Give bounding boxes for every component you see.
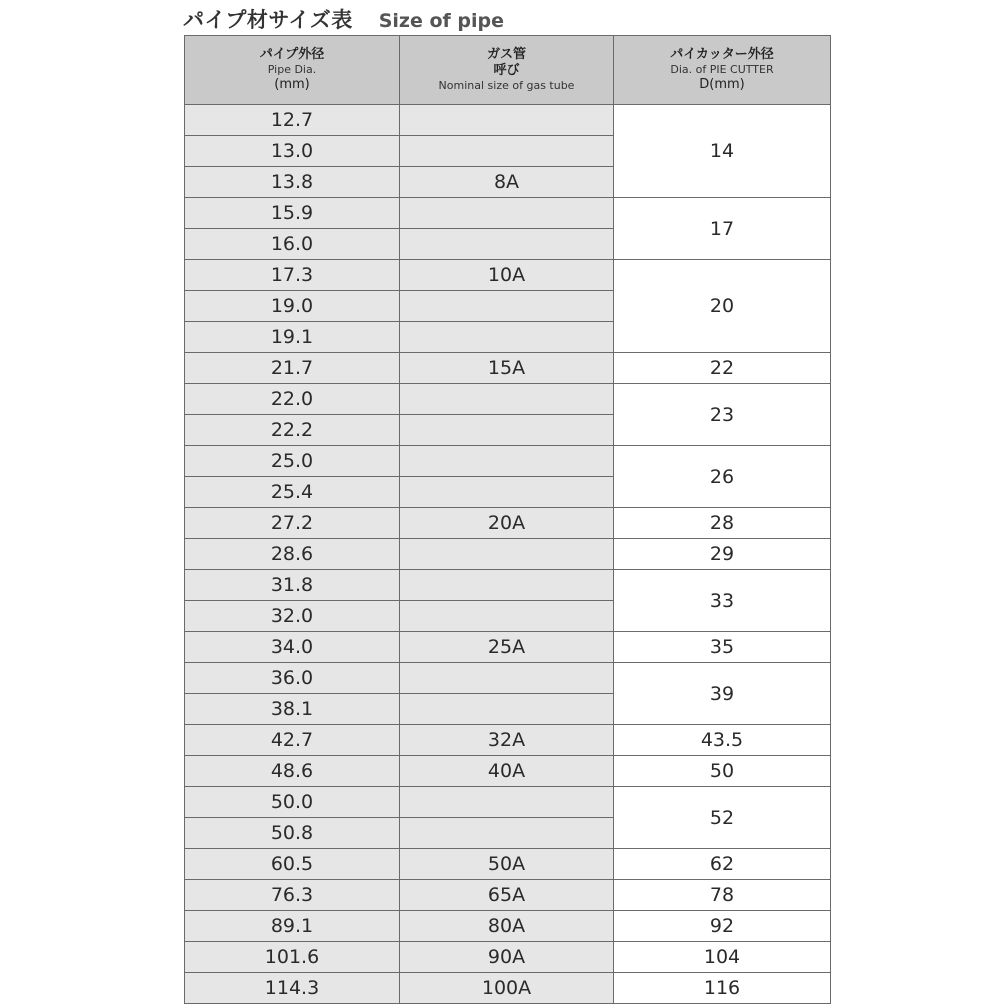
table-row [185, 725, 831, 756]
gas-tube-cell: 15A [400, 353, 614, 384]
pipe-dia-cell: 19.1 [185, 322, 400, 353]
pipe-dia-cell: 25.0 [185, 446, 400, 477]
table-row [185, 849, 831, 880]
pipe-dia-cell: 42.7 [185, 725, 400, 756]
header-gas-jp: ガス管 [486, 47, 526, 62]
pipe-dia-cell: 13.8 [185, 167, 400, 198]
cutter-dia-cell: 26 [614, 446, 831, 508]
header-cutter-en: Dia. of PIE CUTTER [670, 63, 774, 76]
pipe-dia-cell: 22.2 [185, 415, 400, 446]
pipe-dia-cell: 16.0 [185, 229, 400, 260]
cutter-dia-cell: 17 [614, 198, 831, 260]
gas-tube-cell [400, 601, 614, 632]
title-japanese: パイプ材サイズ表 [183, 8, 353, 32]
cutter-dia-cell: 43.5 [614, 725, 831, 756]
table-row [185, 384, 831, 415]
gas-tube-cell [400, 477, 614, 508]
gas-tube-cell [400, 446, 614, 477]
header-cutter-unit: D(mm) [699, 77, 745, 92]
pipe-dia-cell: 89.1 [185, 911, 400, 942]
cutter-dia-cell: 78 [614, 880, 831, 911]
pipe-dia-cell: 12.7 [185, 105, 400, 136]
header-pipe-unit: (mm) [274, 77, 310, 92]
header-pipe-dia [185, 36, 400, 105]
pipe-dia-cell: 19.0 [185, 291, 400, 322]
header-cutter-jp: パイカッター外径 [670, 47, 774, 62]
gas-tube-cell [400, 291, 614, 322]
gas-tube-cell: 10A [400, 260, 614, 291]
pipe-size-table [184, 35, 831, 1004]
header-gas-jp2: 呼び [493, 63, 520, 78]
cutter-dia-cell: 92 [614, 911, 831, 942]
gas-tube-cell [400, 415, 614, 446]
pipe-dia-cell: 50.8 [185, 818, 400, 849]
pipe-dia-cell: 76.3 [185, 880, 400, 911]
gas-tube-cell [400, 384, 614, 415]
table-row [185, 973, 831, 1004]
pipe-dia-cell: 28.6 [185, 539, 400, 570]
header-cutter-dia [614, 36, 831, 105]
table-row [185, 353, 831, 384]
gas-tube-cell: 50A [400, 849, 614, 880]
header-pipe-en: Pipe Dia. [267, 63, 317, 76]
table-row [185, 508, 831, 539]
cutter-dia-cell: 39 [614, 663, 831, 725]
gas-tube-cell [400, 539, 614, 570]
gas-tube-cell: 32A [400, 725, 614, 756]
pipe-dia-cell: 25.4 [185, 477, 400, 508]
table-row [185, 198, 831, 229]
gas-tube-cell [400, 198, 614, 229]
header-gas-en: Nominal size of gas tube [438, 79, 575, 92]
table-row [185, 632, 831, 663]
gas-tube-cell: 20A [400, 508, 614, 539]
gas-tube-cell [400, 322, 614, 353]
pipe-dia-cell: 22.0 [185, 384, 400, 415]
pipe-dia-cell: 101.6 [185, 942, 400, 973]
cutter-dia-cell: 33 [614, 570, 831, 632]
gas-tube-cell [400, 694, 614, 725]
page-title [183, 4, 504, 34]
cutter-dia-cell: 116 [614, 973, 831, 1004]
gas-tube-cell [400, 663, 614, 694]
header-pipe-jp: パイプ外径 [259, 47, 325, 62]
table-row [185, 756, 831, 787]
title-english: Size of pipe [378, 10, 504, 32]
table-row [185, 446, 831, 477]
table-row [185, 570, 831, 601]
table-row [185, 260, 831, 291]
table-row [185, 911, 831, 942]
pipe-dia-cell: 15.9 [185, 198, 400, 229]
gas-tube-cell: 80A [400, 911, 614, 942]
cutter-dia-cell: 104 [614, 942, 831, 973]
table-row [185, 942, 831, 973]
pipe-dia-cell: 60.5 [185, 849, 400, 880]
gas-tube-cell: 8A [400, 167, 614, 198]
gas-tube-cell [400, 787, 614, 818]
pipe-dia-cell: 114.3 [185, 973, 400, 1004]
gas-tube-cell [400, 136, 614, 167]
cutter-dia-cell: 14 [614, 105, 831, 198]
cutter-dia-cell: 52 [614, 787, 831, 849]
gas-tube-cell: 25A [400, 632, 614, 663]
gas-tube-cell: 90A [400, 942, 614, 973]
gas-tube-cell: 100A [400, 973, 614, 1004]
pipe-dia-cell: 50.0 [185, 787, 400, 818]
gas-tube-cell: 40A [400, 756, 614, 787]
pipe-dia-cell: 34.0 [185, 632, 400, 663]
pipe-dia-cell: 32.0 [185, 601, 400, 632]
gas-tube-cell [400, 570, 614, 601]
header-gas-tube [400, 36, 614, 105]
gas-tube-cell [400, 105, 614, 136]
pipe-dia-cell: 38.1 [185, 694, 400, 725]
cutter-dia-cell: 50 [614, 756, 831, 787]
cutter-dia-cell: 20 [614, 260, 831, 353]
gas-tube-cell [400, 229, 614, 260]
pipe-dia-cell: 17.3 [185, 260, 400, 291]
cutter-dia-cell: 23 [614, 384, 831, 446]
table-header-row [185, 36, 831, 105]
pipe-dia-cell: 36.0 [185, 663, 400, 694]
gas-tube-cell [400, 818, 614, 849]
table-row [185, 539, 831, 570]
gas-tube-cell: 65A [400, 880, 614, 911]
pipe-dia-cell: 27.2 [185, 508, 400, 539]
table-row [185, 663, 831, 694]
pipe-dia-cell: 31.8 [185, 570, 400, 601]
cutter-dia-cell: 28 [614, 508, 831, 539]
pipe-dia-cell: 21.7 [185, 353, 400, 384]
table-row [185, 880, 831, 911]
cutter-dia-cell: 35 [614, 632, 831, 663]
table-row [185, 105, 831, 136]
table-row [185, 787, 831, 818]
pipe-dia-cell: 13.0 [185, 136, 400, 167]
cutter-dia-cell: 62 [614, 849, 831, 880]
table-body [185, 105, 831, 1004]
cutter-dia-cell: 29 [614, 539, 831, 570]
cutter-dia-cell: 22 [614, 353, 831, 384]
pipe-dia-cell: 48.6 [185, 756, 400, 787]
